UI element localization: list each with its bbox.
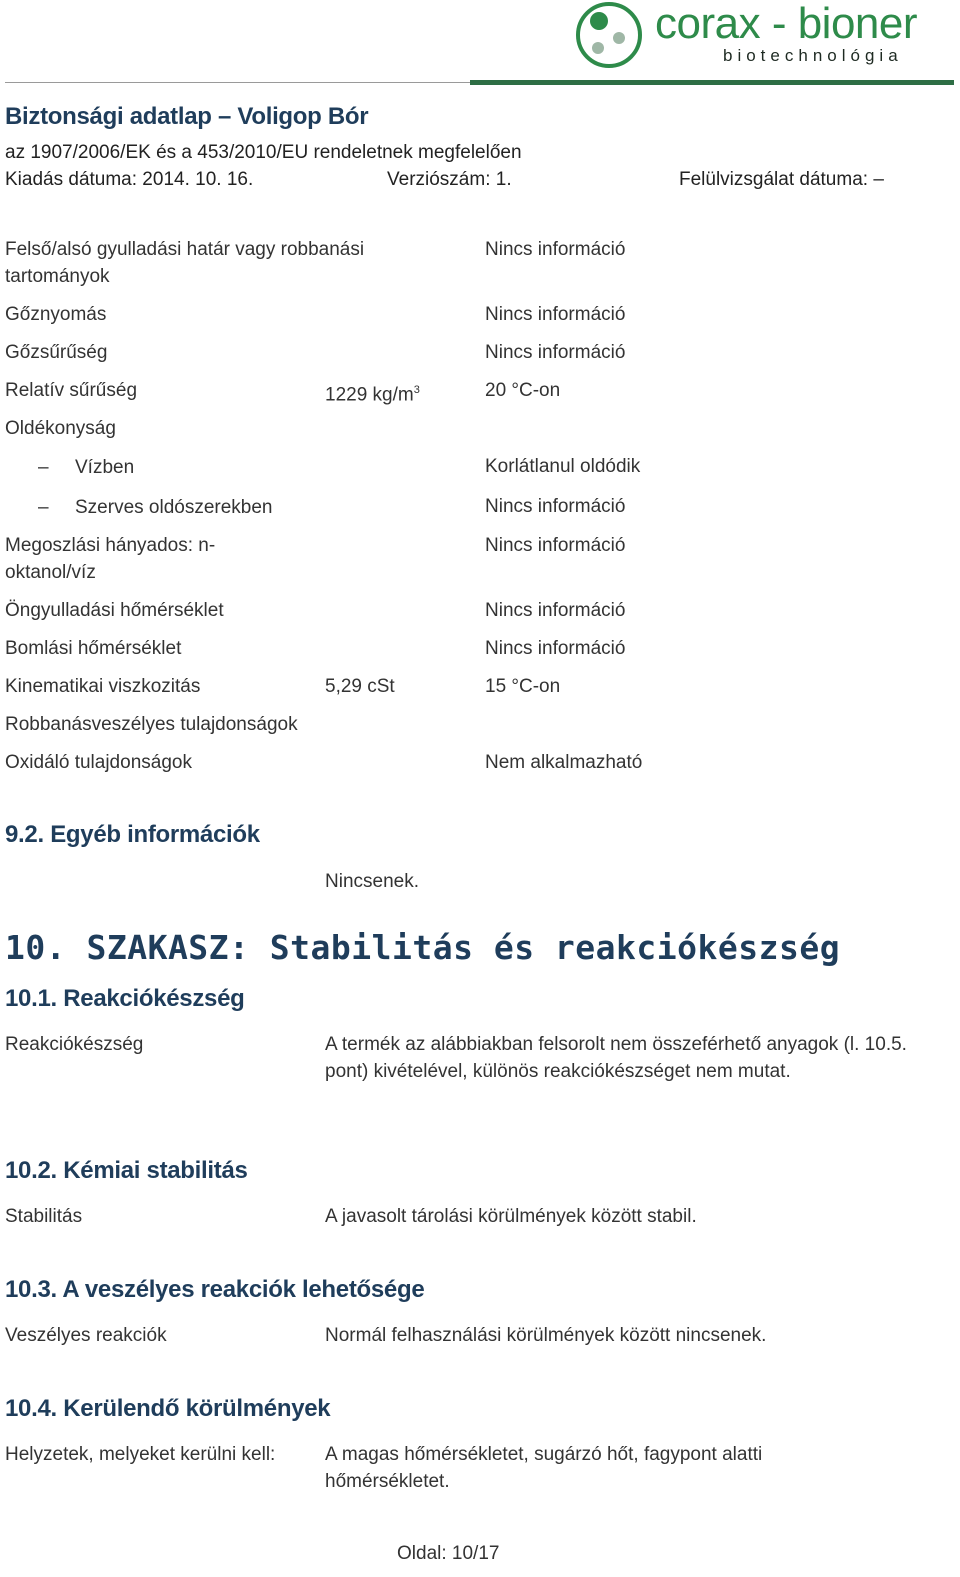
section-heading-10-4: 10.4. Kerülendő körülmények [5,1395,331,1422]
property-label: Bomlási hőmérséklet [5,638,182,659]
version-number: Verziószám: 1. [387,169,512,190]
corax-bioner-logo [575,0,918,72]
property-value: Nincs információ [485,638,626,659]
field-text: A javasolt tárolási körülmények között stabil. [325,1206,697,1227]
logo-circle-icon [575,0,645,70]
field-label: Reakciókészség [5,1034,144,1055]
regulation-text: az 1907/2006/EK és a 453/2010/EU rendeletnek megfelelően [5,142,522,163]
property-label: Relatív sűrűség [5,380,138,401]
field-label: Stabilitás [5,1206,83,1227]
property-label: Oldékonyság [5,418,116,439]
issue-date: Kiadás dátuma: 2014. 10. 16. [5,169,254,190]
revision-date: Felülvizsgálat dátuma: – [679,169,884,190]
header-rule-thin [5,82,475,83]
field-text: A termék az alábbiakban felsorolt nem összeférhető anyagok (l. 10.5. pont) kivételével, különös reakciókészséget nem mutat. [325,1034,907,1082]
field-label: Helyzetek, melyeket kerülni kell: [5,1444,276,1465]
section-9-2-text: Nincsenek. [325,871,419,892]
property-sublabel: Szerves oldószerekben [75,497,273,518]
section-heading-9-2: 9.2. Egyéb információk [5,821,260,848]
page-number: Oldal: 10/17 [397,1543,500,1564]
property-quantity: 1229 $kg/m^3$ [325,384,420,406]
property-label: Gőznyomás [5,304,107,325]
logo-wordmark: corax - bioner [655,0,918,48]
property-value: Korlátlanul oldódik [485,456,641,477]
property-label: Kinematikai viszkozitás [5,676,201,697]
property-value: Nincs információ [485,239,626,260]
property-value: Nincs információ [485,304,626,325]
section-heading-10: 10. SZAKASZ: Stabilitás és reakciókészség [5,928,841,967]
document-title: Biztonsági adatlap – Voligop Bór [5,103,369,130]
field-label: Veszélyes reakciók [5,1325,167,1346]
property-value: Nincs információ [485,496,626,517]
property-value: Nem alkalmazható [485,752,643,773]
list-dash: – [38,497,49,518]
property-quantity: 5,29 cSt [325,676,395,697]
logo-tagline: biotechnológia [723,46,903,65]
property-label: Megoszlási hányados: n-oktanol/víz [5,535,216,583]
property-value: Nincs információ [485,535,626,556]
list-dash: – [38,457,49,478]
field-text: A magas hőmérsékletet, sugárzó hőt, fagypont alatti hőmérsékletet. [325,1444,763,1492]
section-heading-10-2: 10.2. Kémiai stabilitás [5,1157,248,1184]
property-label: Gőzsűrűség [5,342,108,363]
property-value: Nincs információ [485,600,626,621]
property-label: Öngyulladási hőmérséklet [5,600,224,621]
property-label: Felső/alsó gyulladási határ vagy robbanási tartományok [5,239,365,287]
property-value: 15 °C-on [485,676,561,697]
property-value: 20 °C-on [485,380,561,401]
section-heading-10-1: 10.1. Reakciókészség [5,985,245,1012]
property-value: Nincs információ [485,342,626,363]
property-label: Robbanásveszélyes tulajdonságok [5,714,298,735]
property-label: Oxidáló tulajdonságok [5,752,192,773]
property-sublabel: Vízben [75,457,135,478]
header-rule-thick [470,80,954,85]
field-text: Normál felhasználási körülmények között nincsenek. [325,1325,767,1346]
section-heading-10-3: 10.3. A veszélyes reakciók lehetősége [5,1276,425,1303]
